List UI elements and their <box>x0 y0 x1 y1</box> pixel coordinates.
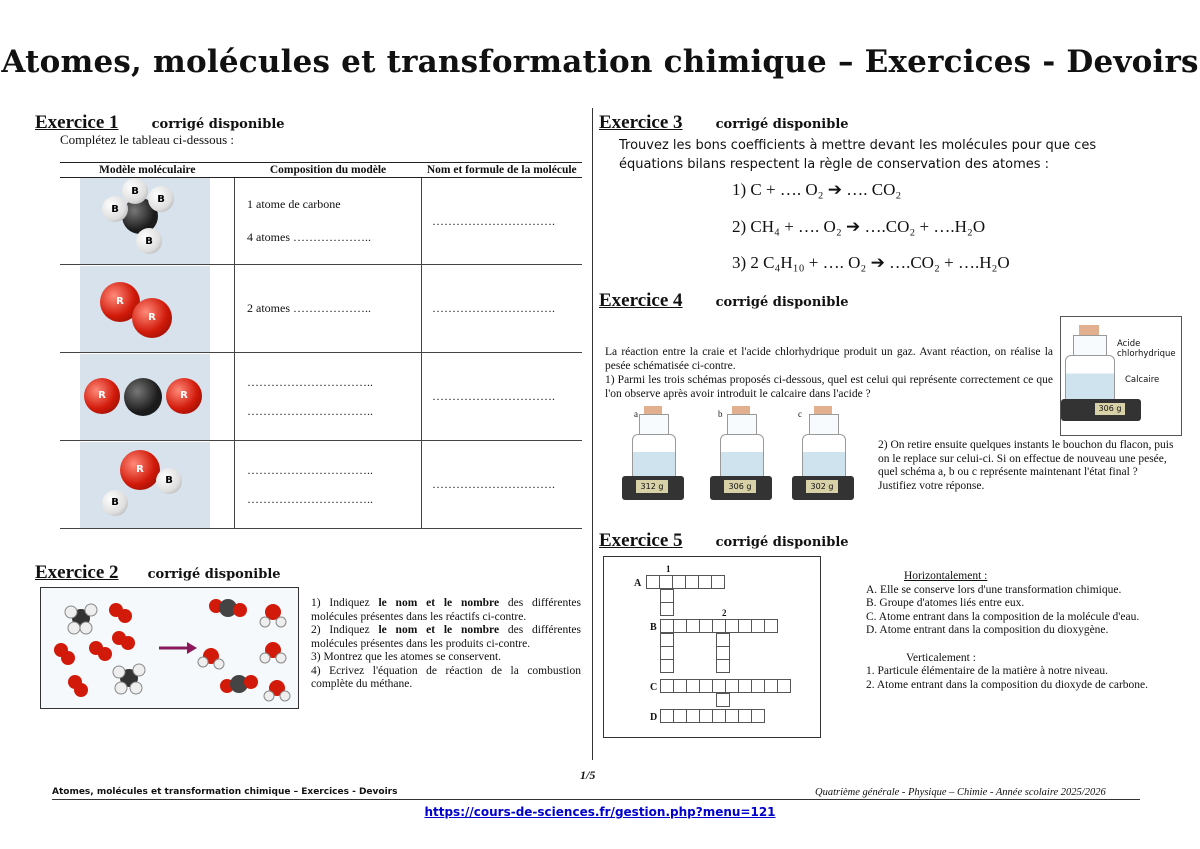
row-label: B <box>650 622 657 633</box>
col-header: Nom et formule de la molécule <box>422 163 583 178</box>
table-cell: ………………………….. <box>247 491 373 506</box>
scale-option-c <box>792 404 874 508</box>
carbon-dioxide-model-image: R R <box>80 354 210 440</box>
mass-display: 306 g <box>724 480 756 493</box>
crossword-grid <box>603 556 821 738</box>
option-letter: b <box>718 409 723 419</box>
clue: 2. Atome entrant dans la composition du dioxyde de carbone. <box>866 678 1149 691</box>
page-number: 1/5 <box>580 768 596 782</box>
ex5-badge[interactable]: corrigé disponible <box>715 535 849 550</box>
ex2-q1-end: des différentes molécules présentes dans les réactifs ci-contre. <box>311 597 581 623</box>
ex4-header <box>599 290 849 312</box>
scale-option-b <box>710 404 792 508</box>
col-number: 1 <box>666 564 671 574</box>
option-letter: c <box>798 409 802 419</box>
clue: C. Atome entrant dans la composition de la molécule d'eau. <box>866 610 1140 623</box>
ex2-heading: Exercice 2 <box>35 562 119 583</box>
col-header: Composition du modèle <box>235 163 422 178</box>
ex3-header <box>599 112 849 134</box>
ex2-q2-start: 2) Indiquez <box>311 624 379 636</box>
row-label: A <box>634 578 642 589</box>
vertical-title: Verticalement : <box>906 651 976 664</box>
ex5-header <box>599 530 849 552</box>
ex3-heading: Exercice 3 <box>599 112 683 133</box>
clue: 1. Particule élémentaire de la matière à notre niveau. <box>866 665 1109 677</box>
footer-link[interactable]: https://cours-de-sciences.fr/gestion.php?menu=121 <box>424 805 776 819</box>
combustion-diagram <box>40 587 299 709</box>
table-cell: 1 atome de carbone <box>247 197 341 211</box>
column-divider <box>592 108 593 760</box>
table-row <box>60 178 582 265</box>
ex1-instruction: Complétez le tableau ci-dessous : <box>60 132 235 147</box>
ex3-intro: Trouvez les bons coefficients à mettre devant les molécules pour que ces équations bilans respectent la règle de conservation des atomes : <box>619 138 1097 172</box>
table-cell: …………………………. <box>432 213 555 228</box>
footer-rule <box>52 799 1140 800</box>
scale-options <box>622 404 868 508</box>
ex5-clues <box>866 570 1156 692</box>
ex1-badge[interactable]: corrigé disponible <box>151 117 285 132</box>
horizontal-title: Horizontalement : <box>904 570 988 582</box>
ex2-q1-bold: le nom et le nombre <box>378 597 500 609</box>
row-label: C <box>650 682 658 693</box>
dioxygen-model-image: R R <box>80 266 210 352</box>
ex4-q1: 1) Parmi les trois schémas proposés ci-dessous, quel est celui qui représente correctement ce que l'on observe après avoir introduit le calcaire dans l'acide ? <box>605 374 1053 400</box>
ex3-equation-3: 3) 2 C₄H₁₀ + …. O₂ ➔ ….CO₂ + ….H₂O <box>732 253 1010 272</box>
ex3-equation-1: 1) C + …. O₂ ➔ …. CO₂ <box>732 180 902 199</box>
calcaire-label: Calcaire <box>1125 375 1160 385</box>
table-cell: 4 atomes ……………….. <box>247 230 371 244</box>
reference-mass-display: 306 g <box>1095 403 1125 415</box>
col-number: 2 <box>722 608 727 618</box>
page-title: Atomes, molécules et transformation chimique – Exercices - Devoirs <box>1 44 1199 80</box>
reference-scale-image <box>1060 316 1182 436</box>
ex2-q4: 4) Ecrivez l'équation de réaction de la combustion complète du méthane. <box>311 664 581 690</box>
scale-option-a <box>622 404 704 508</box>
table-cell: …………………………. <box>432 477 555 491</box>
clue: D. Atome entrant dans la composition du dioxygène. <box>866 624 1109 636</box>
table-cell: ………………………….. <box>247 403 373 418</box>
footer-left: Atomes, molécules et transformation chimique – Exercices - Devoirs <box>52 787 398 797</box>
ex1-heading: Exercice 1 <box>35 112 119 133</box>
ex2-q3: 3) Montrez que les atomes se conservent. <box>311 651 502 663</box>
clue: A. Elle se conserve lors d'une transformation chimique. <box>866 583 1122 596</box>
combustion-illustration <box>41 588 298 708</box>
mass-display: 312 g <box>636 480 668 493</box>
ex4-badge[interactable]: corrigé disponible <box>715 295 849 310</box>
table-cell: ………………………….. <box>247 374 373 389</box>
footer-right: Quatrième générale - Physique – Chimie - Année scolaire 2025/2026 <box>815 787 1106 798</box>
ex2-badge[interactable]: corrigé disponible <box>147 567 281 582</box>
methane-model-image: B B B B <box>80 178 210 264</box>
ex4-heading: Exercice 4 <box>599 290 683 311</box>
ex1-header <box>35 112 285 134</box>
ex4-intro: La réaction entre la craie et l'acide chlorhydrique produit un gaz. Avant réaction, on réalise la pesée schématisée ci-contre. <box>605 346 1053 372</box>
mass-display: 302 g <box>806 480 838 493</box>
ex5-heading: Exercice 5 <box>599 530 683 551</box>
water-model-image: R B B <box>80 442 210 528</box>
ex2-q2-bold: le nom et le nombre <box>378 624 500 636</box>
ex3-badge[interactable]: corrigé disponible <box>715 117 849 132</box>
table-row <box>60 265 582 353</box>
option-letter: a <box>634 409 638 419</box>
table-cell: 2 atomes ……………….. <box>247 301 371 315</box>
table-row <box>60 353 582 441</box>
table-cell: ………………………….. <box>247 462 373 477</box>
table-cell: …………………………. <box>432 301 555 315</box>
col-header: Modèle moléculaire <box>60 163 235 178</box>
molecule-table <box>60 162 582 529</box>
ex2-questions <box>311 597 581 692</box>
ex3-equation-2: 2) CH₄ + …. O₂ ➔ ….CO₂ + ….H₂O <box>732 217 986 236</box>
ex2-q2-end: des différentes molécules présentes dans les produits ci-contre. <box>311 624 581 650</box>
table-row <box>60 441 582 529</box>
clue: B. Groupe d'atomes liés entre eux. <box>866 597 1025 609</box>
table-cell: …………………………. <box>432 389 555 403</box>
row-label: D <box>650 712 658 723</box>
ex2-q1-start: 1) Indiquez <box>311 597 379 609</box>
ex2-header <box>35 562 281 584</box>
acid-label: Acide chlorhydrique <box>1117 339 1176 359</box>
ex4-q2: 2) On retire ensuite quelques instants le bouchon du flacon, puis on le replace sur celui-ci. Si on effectue de nouveau une pesée, quel schéma a, b ou c représente maintenant l'état final ? Justifiez votre réponse. <box>878 439 1174 492</box>
